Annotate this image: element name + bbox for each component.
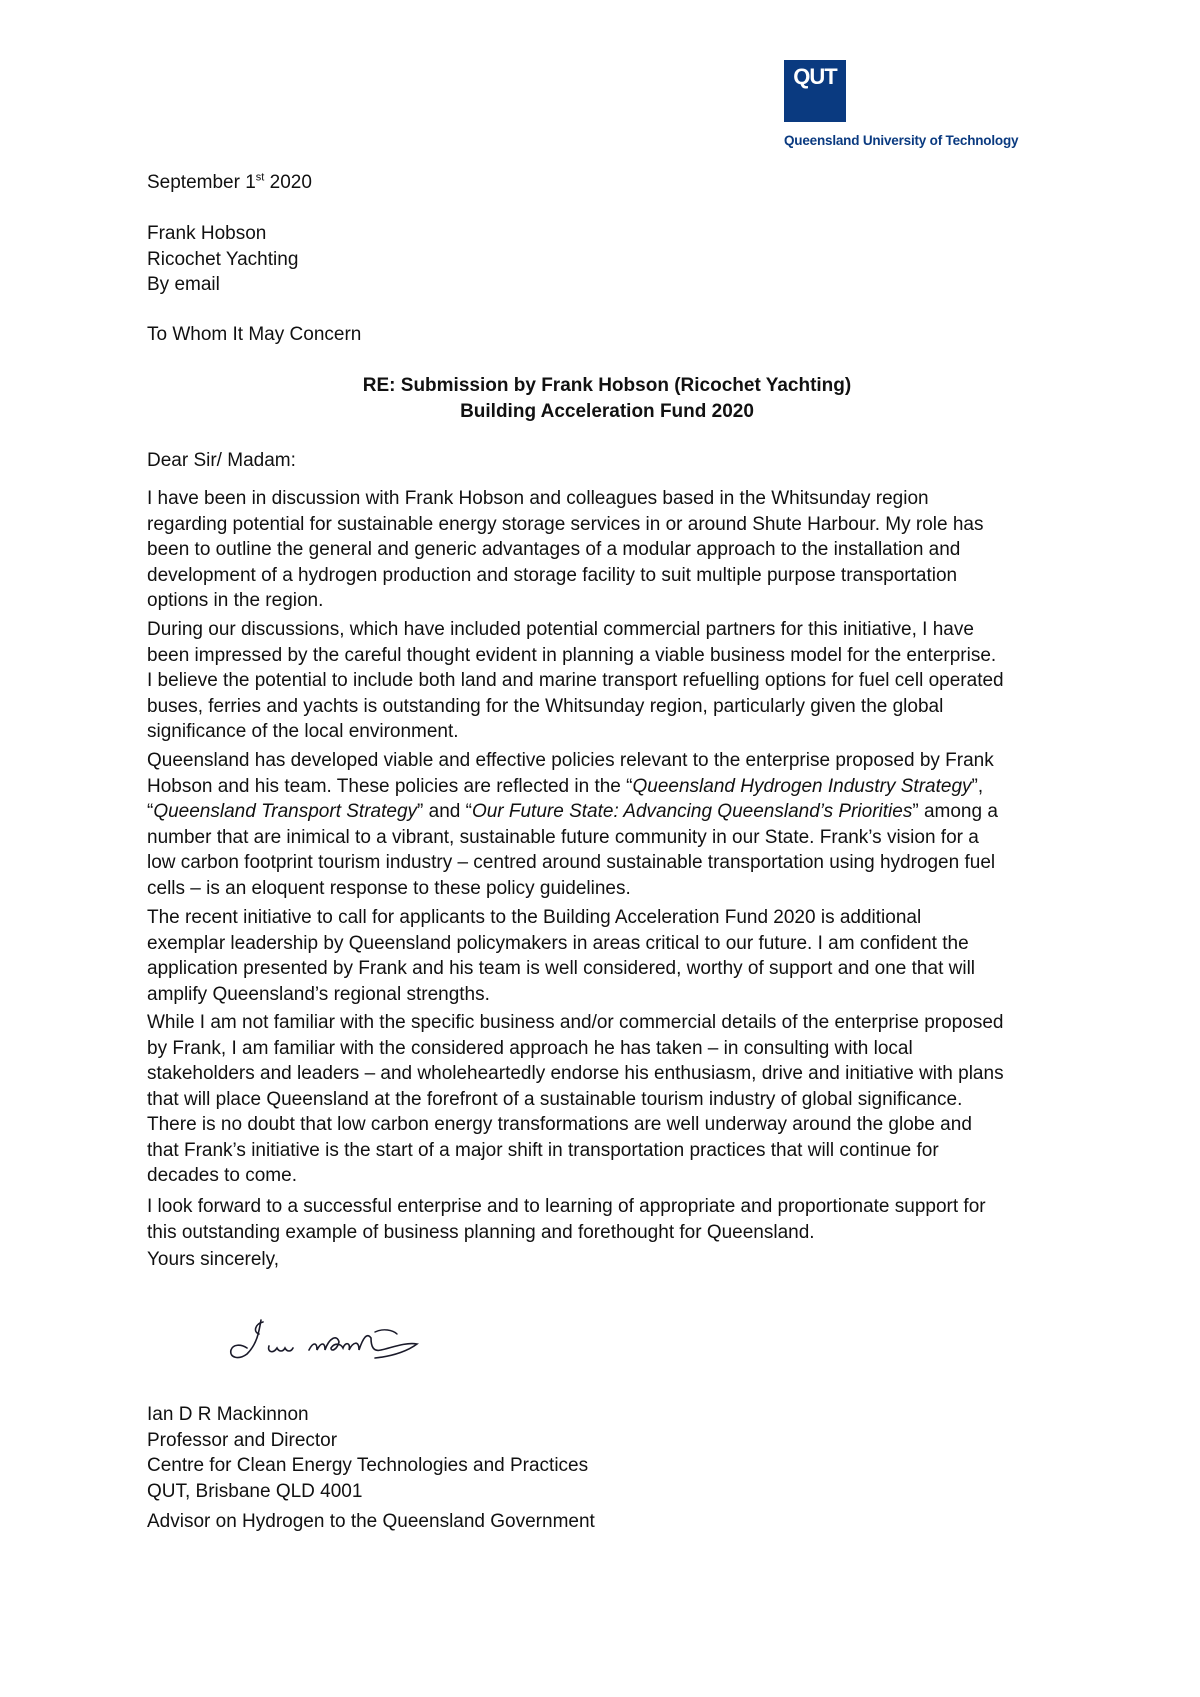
qut-logo-abbr: QUT: [793, 64, 837, 89]
signatory-block: [147, 1402, 1077, 1504]
strategy-title-future-state: Our Future State: Advancing Queensland’s Priorities: [471, 801, 913, 822]
paragraph-line: number that are inimical to a vibrant, sustainable future community in our State. Frank’s vision for a: [147, 826, 979, 848]
paragraph-line: I look forward to a successful enterprise and to learning of appropriate and proportionate support for: [147, 1196, 986, 1217]
date-prefix: September 1: [147, 172, 256, 193]
signatory-title: Professor and Director: [147, 1429, 338, 1451]
subject-block: [147, 373, 1067, 424]
text-run: “: [147, 801, 154, 822]
signatory-name: Ian D R Mackinnon: [147, 1404, 309, 1425]
paragraph-3: [147, 748, 1077, 901]
paragraph-line: cells – is an eloquent response to these policy guidelines.: [147, 877, 631, 899]
signatory-centre: Centre for Clean Energy Technologies and Practices: [147, 1455, 589, 1476]
paragraph-line: by Frank, I am familiar with the considered approach he has taken – in consulting with local: [147, 1037, 913, 1059]
signatory-address: QUT, Brisbane QLD 4001: [147, 1480, 363, 1502]
paragraph-line: been to outline the general and generic advantages of a modular approach to the installation and: [147, 539, 961, 560]
qut-logo: [784, 60, 1099, 150]
paragraph-line: stakeholders and leaders – and wholeheartedly endorse his enthusiasm, drive and initiative with plans: [147, 1063, 1004, 1084]
paragraph-line: I believe the potential to include both land and marine transport refuelling options for fuel cell operated: [147, 670, 1004, 691]
paragraph-line: that will place Queensland at the forefront of a sustainable tourism industry of global significance.: [147, 1088, 963, 1110]
paragraph-line: regarding potential for sustainable energy storage services in or around Shute Harbour. My role has: [147, 513, 984, 535]
signature-image: [225, 1312, 425, 1372]
paragraph-4: [147, 905, 1077, 1007]
date-suffix: 2020: [264, 172, 312, 193]
date-sup: st: [255, 171, 265, 184]
paragraph-line: While I am not familiar with the specific business and/or commercial details of the enterprise proposed: [147, 1012, 1004, 1033]
paragraph-line: low carbon footprint tourism industry – centred around sustainable transportation using hydrogen fuel: [147, 852, 996, 873]
paragraph-line: been impressed by the careful thought evident in planning a viable business model for the enterprise.: [147, 644, 997, 666]
signatory-advisor-role: Advisor on Hydrogen to the Queensland Government: [147, 1511, 595, 1532]
paragraph-2: [147, 617, 1077, 745]
paragraph-line: During our discussions, which have included potential commercial partners for this initiative, I have: [147, 619, 974, 640]
paragraph-line: significance of the local environment.: [147, 721, 459, 742]
paragraph-line: that Frank’s initiative is the start of a major shift in transportation practices that will continue for: [147, 1139, 939, 1161]
text-run: ” and “: [417, 801, 472, 822]
recipient-name: Frank Hobson: [147, 223, 267, 244]
subject-line-1: RE: Submission by Frank Hobson (Ricochet Yachting): [362, 375, 852, 396]
paragraph-line: decades to come.: [147, 1165, 297, 1186]
text-run: ”,: [971, 775, 984, 797]
paragraph-6: [147, 1194, 1077, 1245]
paragraph-line: [147, 799, 1077, 825]
paragraph-line: buses, ferries and yachts is outstanding for the Whitsunday region, particularly given the global: [147, 695, 944, 717]
paragraph-line: application presented by Frank and his team is well considered, worthy of support and one that will: [147, 958, 976, 979]
paragraph-line: [147, 774, 1077, 800]
paragraph-line: Queensland has developed viable and effective policies relevant to the enterprise proposed by Frank: [147, 750, 994, 771]
letter-date: [147, 170, 1077, 196]
recipient-delivery: By email: [147, 274, 220, 295]
closing: Yours sincerely,: [147, 1249, 280, 1270]
strategy-title-transport: Queensland Transport Strategy: [153, 801, 418, 822]
paragraph-1: [147, 486, 1077, 614]
salutation: Dear Sir/ Madam:: [147, 450, 296, 471]
paragraph-5: [147, 1010, 1077, 1189]
to-whom-line: To Whom It May Concern: [147, 324, 362, 345]
subject-line-2: Building Acceleration Fund 2020: [460, 400, 754, 422]
strategy-title-hydrogen: Queensland Hydrogen Industry Strategy: [632, 775, 972, 797]
paragraph-line: exemplar leadership by Queensland policymakers in areas critical to our future. I am confident the: [147, 932, 969, 954]
paragraph-line: this outstanding example of business planning and forethought for Queensland.: [147, 1221, 815, 1243]
paragraph-line: options in the region.: [147, 590, 324, 611]
paragraph-line: There is no doubt that low carbon energy transformations are well underway around the globe and: [147, 1114, 972, 1135]
qut-logo-name: Queensland University of Technology: [784, 133, 1019, 148]
text-run: ” among a: [912, 801, 998, 822]
paragraph-line: amplify Queensland’s regional strengths.: [147, 983, 490, 1005]
recipient-company: Ricochet Yachting: [147, 248, 299, 270]
qut-logo-mark: [784, 60, 846, 122]
paragraph-line: I have been in discussion with Frank Hobson and colleagues based in the Whitsunday region: [147, 488, 929, 509]
paragraph-line: development of a hydrogen production and storage facility to suit multiple purpose transportation: [147, 564, 958, 586]
recipient-block: [147, 221, 1077, 298]
paragraph-line: The recent initiative to call for applicants to the Building Acceleration Fund 2020 is additional: [147, 907, 922, 928]
text-run: Hobson and his team. These policies are reflected in the “: [147, 775, 633, 797]
